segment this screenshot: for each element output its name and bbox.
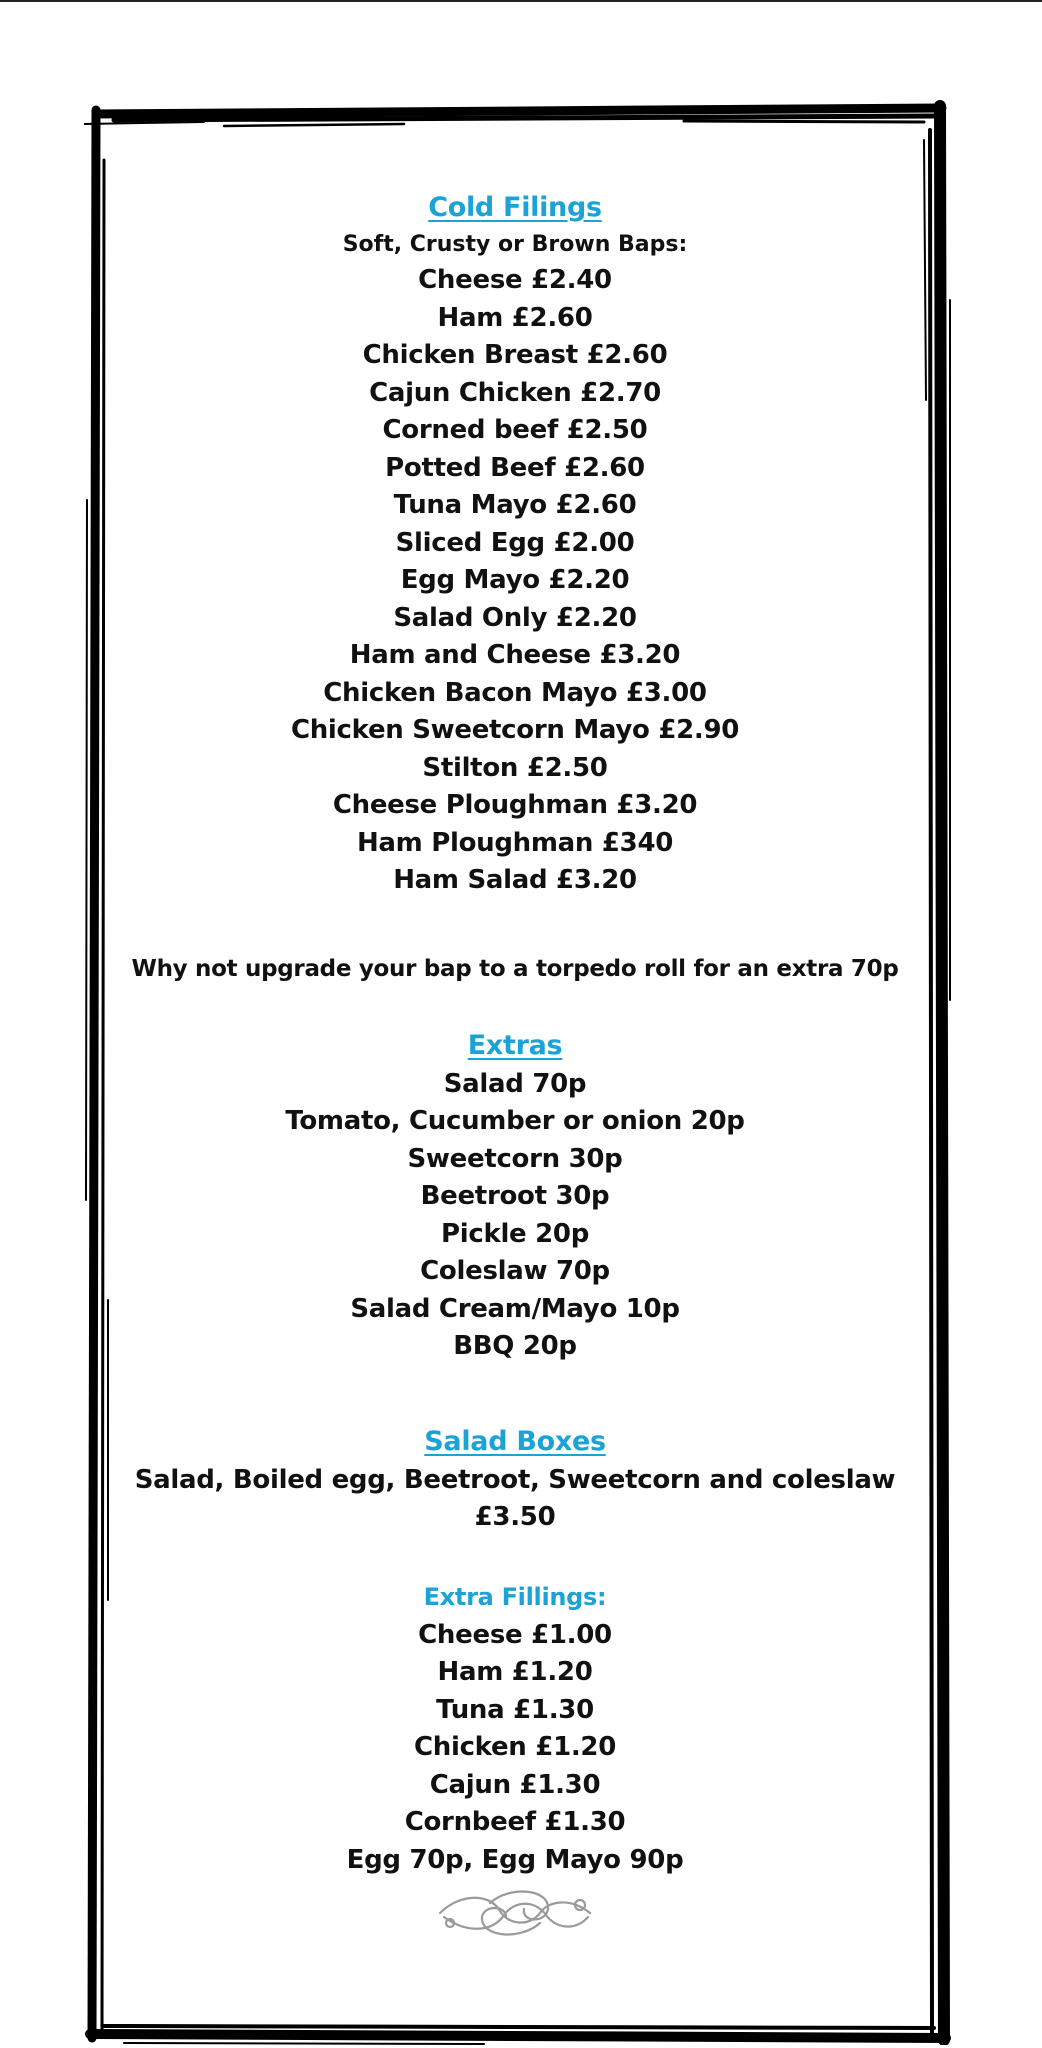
upgrade-note: Why not upgrade your bap to a torpedo roll for an extra 70p [131, 955, 899, 982]
extra-filling-item: Cornbeef £1.30 [404, 1807, 626, 1837]
menu-item: Cheese £2.40 [418, 265, 612, 295]
menu-item: Sliced Egg £2.00 [395, 527, 635, 558]
cold-fillings-heading: Cold Filings [428, 192, 602, 223]
top-divider [0, 0, 1042, 2]
menu-item: Chicken Sweetcorn Mayo £2.90 [290, 715, 740, 745]
menu-item: Corned beef £2.50 [382, 415, 648, 445]
menu-item: Ham Salad £3.20 [393, 865, 637, 895]
cold-fillings-list [90, 262, 940, 900]
menu-item: Egg Mayo £2.20 [400, 565, 630, 595]
extra-filling-item: Cajun £1.30 [429, 1769, 601, 1800]
extra-fillings-section [90, 1577, 940, 1880]
baps-subheading: Soft, Crusty or Brown Baps: [342, 232, 688, 257]
extra-item: Pickle 20p [440, 1218, 590, 1249]
extra-item: Sweetcorn 30p [407, 1143, 623, 1174]
extra-item: BBQ 20p [453, 1331, 577, 1361]
extras-section [90, 1026, 940, 1366]
menu-item: Ham Ploughman £340 [356, 827, 674, 858]
menu-content [90, 188, 940, 1943]
extra-filling-item: Egg 70p, Egg Mayo 90p [346, 1844, 684, 1875]
menu-item: Potted Beef £2.60 [385, 452, 645, 483]
menu-item: Tuna Mayo £2.60 [393, 490, 637, 520]
extras-list [90, 1066, 940, 1366]
menu-item: Ham and Cheese £3.20 [349, 640, 681, 670]
extra-filling-item: Tuna £1.30 [436, 1694, 594, 1725]
extra-fillings-heading: Extra Fillings: [423, 1582, 607, 1611]
cold-fillings-section [90, 188, 940, 900]
extra-item: Coleslaw 70p [420, 1256, 610, 1286]
extra-item: Tomato, Cucumber or onion 20p [285, 1106, 745, 1136]
extra-filling-item: Ham £1.20 [437, 1657, 593, 1687]
salad-box-price: £3.50 [474, 1502, 556, 1532]
menu-item: Cheese Ploughman £3.20 [332, 790, 698, 820]
salad-box-description: Salad, Boiled egg, Beetroot, Sweetcorn and coleslaw [134, 1464, 896, 1495]
extra-filling-item: Cheese £1.00 [418, 1619, 612, 1650]
flourish-ornament-icon [430, 1883, 600, 1943]
menu-item: Salad Only £2.20 [393, 602, 637, 633]
extra-item: Salad Cream/Mayo 10p [350, 1293, 680, 1324]
salad-boxes-heading: Salad Boxes [424, 1425, 606, 1457]
extra-filling-item: Chicken £1.20 [413, 1732, 617, 1762]
menu-item: Ham £2.60 [437, 302, 593, 333]
menu-item: Cajun Chicken £2.70 [369, 377, 661, 408]
menu-item: Chicken Breast £2.60 [362, 340, 668, 370]
extra-item: Beetroot 30p [420, 1181, 610, 1211]
salad-boxes-section [90, 1422, 940, 1537]
menu-item: Chicken Bacon Mayo £3.00 [323, 677, 707, 708]
extra-fillings-list [90, 1617, 940, 1880]
extra-item: Salad 70p [443, 1068, 587, 1099]
menu-item: Stilton £2.50 [422, 752, 608, 783]
extras-heading: Extras [467, 1029, 563, 1061]
